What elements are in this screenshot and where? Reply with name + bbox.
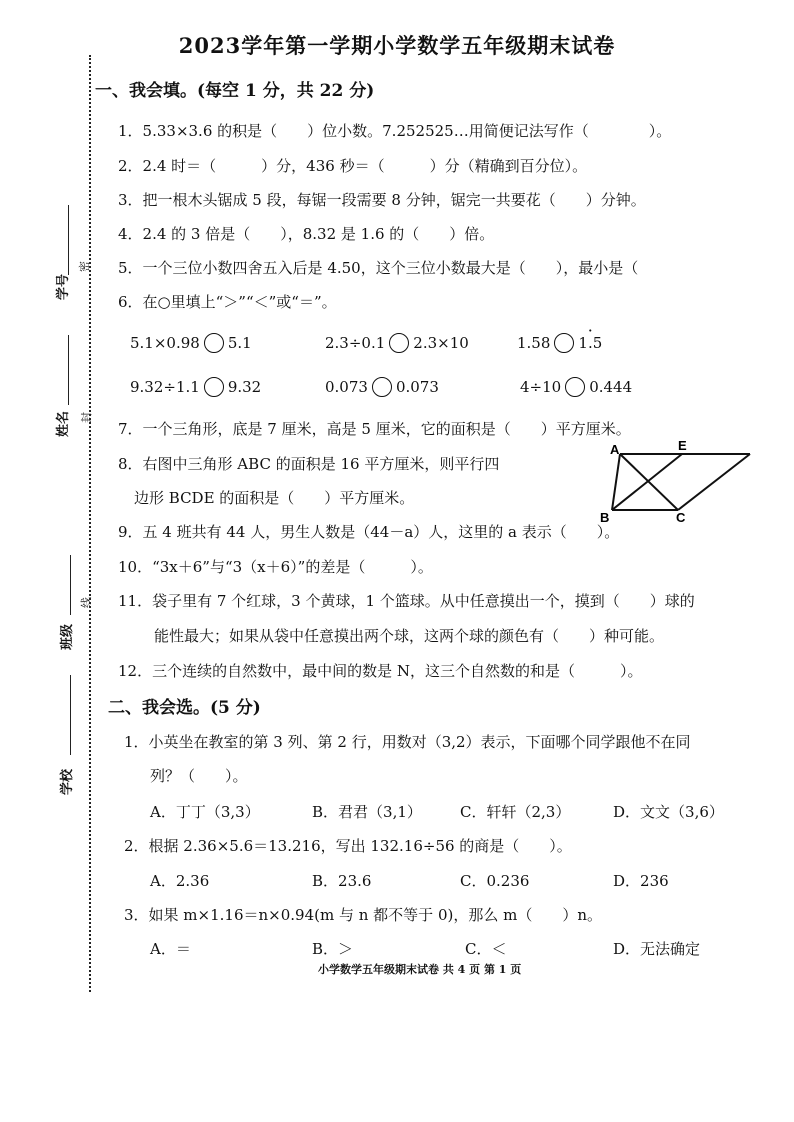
question-1-11-cont: 能性最大；如果从袋中任意摸出两个球，这两个球的颜色有（ ）种可能。 (154, 627, 665, 645)
answer-circle[interactable] (554, 333, 574, 353)
question-2-3: 3．如果 m×1.16＝n×0.94(m 与 n 都不等于 0)，那么 m（ ）n。 (124, 906, 602, 924)
label-xuexiao: 学校 (60, 768, 75, 795)
page-footer: 小学数学五年级期末试卷 共 4 页 第 1 页 (318, 963, 522, 976)
label-xian: 线 (80, 597, 93, 608)
answer-circle[interactable] (372, 377, 392, 397)
question-1-7: 7．一个三角形，底是 7 厘米，高是 5 厘米，它的面积是（ ）平方厘米。 (118, 420, 631, 438)
label-feng: 封 (80, 412, 93, 423)
option-b[interactable]: B．＞ (312, 940, 354, 958)
question-1-10: 10．“3x＋6”与“3（x＋6）”的差是（ ）。 (118, 558, 433, 576)
option-d[interactable]: D．236 (613, 872, 669, 890)
option-d[interactable]: D．无法确定 (613, 940, 701, 958)
option-a[interactable]: A．＝ (150, 940, 191, 958)
question-1-11: 11．袋子里有 7 个红球，3 个黄球，1 个篮球。从中任意摸出一个，摸到（ ）球的 (118, 592, 695, 610)
label-b: B (600, 510, 610, 525)
question-1-8: 8．右图中三角形 ABC 的面积是 16 平方厘米，则平行四 (118, 455, 500, 473)
question-2-1: 1．小英坐在教室的第 3 列、第 2 行，用数对（3,2）表示，下面哪个同学跟他不在同 (124, 733, 691, 751)
binding-line (89, 55, 91, 992)
compare-item: 2.3÷0.1 2.3×10 (325, 334, 469, 352)
label-a: A (610, 442, 620, 457)
compare-item: 9.32÷1.1 9.32 (130, 378, 262, 396)
question-2-1-cont: 列？（ ）。 (150, 767, 248, 785)
label-xuehao: 学号 (56, 273, 71, 300)
answer-circle[interactable] (204, 377, 224, 397)
option-b[interactable]: B．23.6 (312, 872, 372, 890)
question-1-6: 6．在○里填上“＞”“＜”或“＝”。 (118, 293, 337, 311)
label-mi: 密 (78, 261, 91, 272)
compare-item: 0.073 0.073 (325, 378, 439, 396)
section2-heading: 二、我会选。(5 分) (108, 698, 261, 718)
page-title: 2023学年第一学期小学数学五年级期末试卷 (178, 33, 616, 58)
answer-circle[interactable] (204, 333, 224, 353)
option-a[interactable]: A．2.36 (150, 872, 210, 890)
banji-underline (70, 555, 71, 615)
option-d[interactable]: D．文文（3,6） (613, 803, 724, 821)
question-1-9: 9．五 4 班共有 44 人，男生人数是（44－a）人，这里的 a 表示（ ）。 (118, 523, 620, 541)
question-1-4: 4．2.4 的 3 倍是（ ），8.32 是 1.6 的（ ）倍。 (118, 225, 495, 243)
compare-item: 1.58 1.5 · (517, 333, 602, 353)
label-c: C (676, 510, 686, 525)
question-1-1: 1．5.33×3.6 的积是（ ）位小数。7.252525…用简便记法写作（ ）。 (118, 122, 672, 140)
question-1-5: 5．一个三位小数四舍五入后是 4.50，这个三位小数最大是（ ），最小是（ (118, 259, 639, 277)
option-c[interactable]: C．轩轩（2,3） (460, 803, 571, 821)
question-1-8-cont: 边形 BCDE 的面积是（ ）平方厘米。 (134, 489, 415, 507)
option-a[interactable]: A．丁丁（3,3） (150, 803, 260, 821)
xingming-underline (68, 335, 69, 405)
label-e: E (678, 438, 687, 453)
label-banji: 班级 (60, 623, 75, 650)
compare-item: 4÷10 0.444 (520, 378, 633, 396)
xuexiao-underline (70, 675, 71, 755)
section1-heading: 一、我会填。(每空 1 分，共 22 分) (95, 81, 375, 101)
question-2-2: 2．根据 2.36×5.6＝13.216，写出 132.16÷56 的商是（ ）。 (124, 837, 572, 855)
xuehao-underline (68, 205, 69, 275)
compare-item: 5.1×0.98 5.1 (130, 334, 252, 352)
question-1-3: 3．把一根木头锯成 5 段，每锯一段需要 8 分钟，锯完一共要花（ ）分钟。 (118, 191, 646, 209)
question-1-12: 12．三个连续的自然数中，最中间的数是 N，这三个自然数的和是（ ）。 (118, 662, 643, 680)
parallelogram-figure (596, 438, 756, 528)
option-c[interactable]: C．0.236 (460, 872, 530, 890)
option-b[interactable]: B．君君（3,1） (312, 803, 422, 821)
question-1-2: 2．2.4 时＝（ ）分，436 秒＝（ ）分（精确到百分位）。 (118, 157, 588, 175)
label-xingming: 姓名 (56, 410, 71, 437)
option-c[interactable]: C．＜ (465, 940, 507, 958)
answer-circle[interactable] (389, 333, 409, 353)
answer-circle[interactable] (565, 377, 585, 397)
